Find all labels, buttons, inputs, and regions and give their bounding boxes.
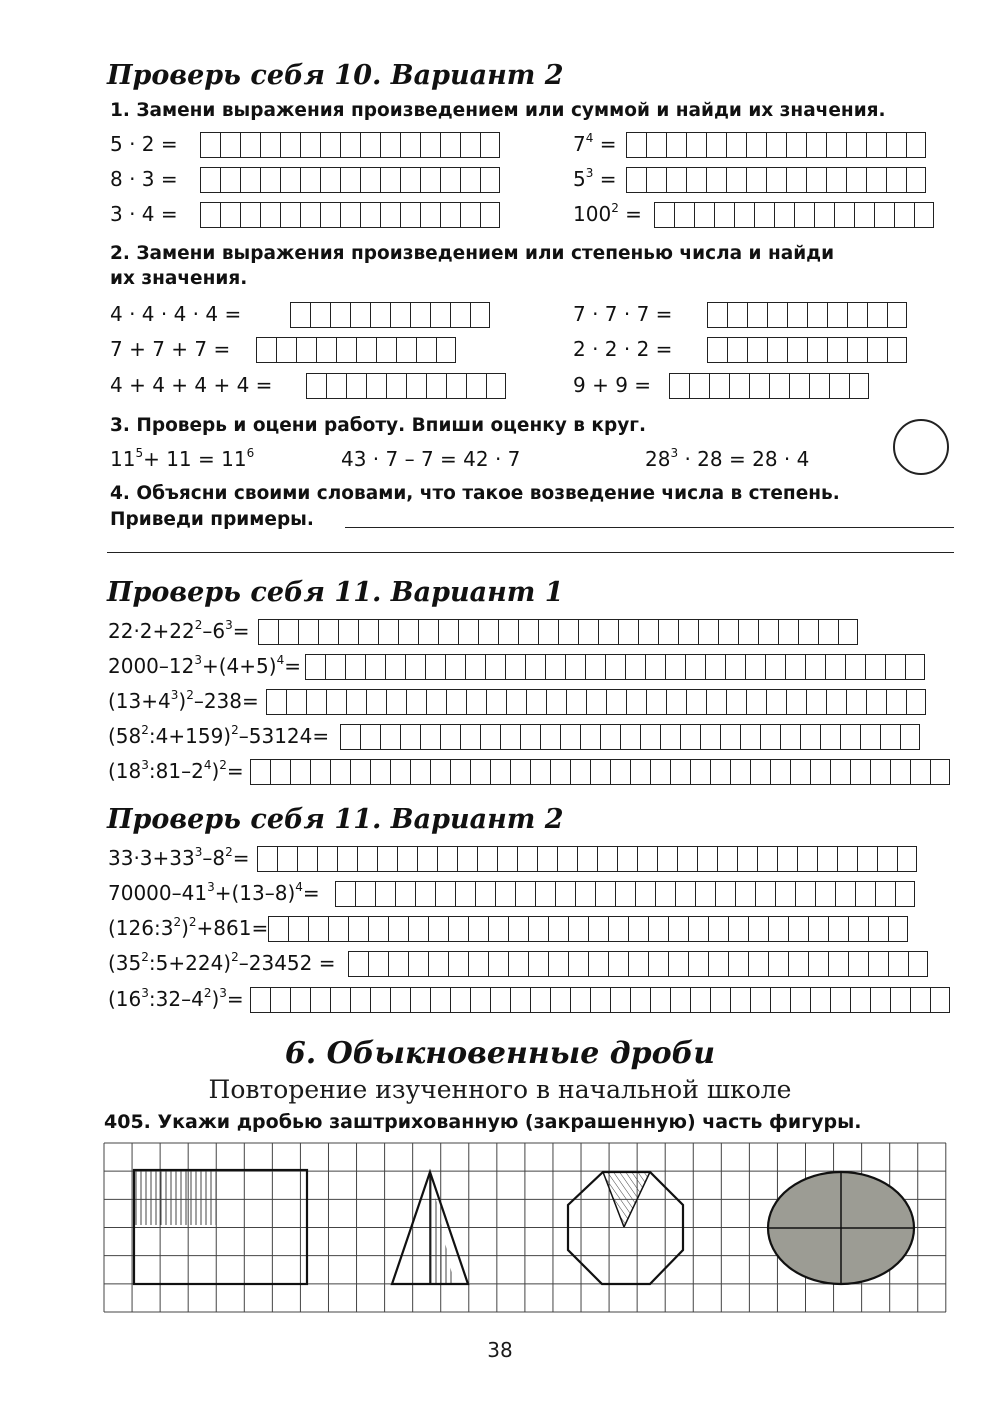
test11v1-expr-3: $(13+4^3)^2-238=$ [108, 688, 259, 713]
task1-expr-3: 3 · 4 = [110, 202, 178, 226]
test11v1-expr-4: $(58^2:4+159)^2-53124=$ [108, 723, 330, 748]
test11v2-expr-3: $(126:3^2)^2+861=$ [108, 915, 269, 940]
test11v1-expr-5: $(18^3:81-2^4)^2=$ [108, 758, 244, 783]
task2-expr-3: 4 + 4 + 4 + 4 = [110, 373, 273, 397]
test11v2-title: Проверь себя 11. Вариант 2 [107, 804, 564, 835]
test11v2-expr-5: $(16^3:32-4^2)^3=$ [108, 986, 244, 1011]
task3-check-2: 43 · 7 – 7 = 42 · 7 [341, 447, 521, 471]
task2-expr-4: 7 · 7 · 7 = [573, 302, 673, 326]
test11v2-expr-4: $(35^2:5+224)^2-23452$ = [108, 950, 336, 975]
task1-expr-2: 8 · 3 = [110, 167, 178, 191]
chapter-subtitle: Повторение изученного в начальной школе [208, 1075, 792, 1104]
task3-check-1: $11^5+ 11 = 11^6$ [110, 446, 255, 471]
task2-expr-2: 7 + 7 + 7 = [110, 337, 231, 361]
task3-text: 3. Проверь и оцени работу. Впиши оценку в круг. [110, 415, 646, 436]
task1-text: 1. Замени выражения произведением или суммой и найди их значения. [110, 100, 886, 121]
task1-expr-1: 5 · 2 = [110, 132, 178, 156]
task1-power-1: $7^4$ = [573, 131, 617, 156]
test11v2-expr-1: $33\cdot 3+33^3-8^2=$ [108, 845, 250, 870]
rectangle-shaded-part [135, 1170, 218, 1225]
task2-expr-5: 2 · 2 · 2 = [573, 337, 673, 361]
ellipse-figure [768, 1172, 914, 1284]
exercise-number: 405. [104, 1111, 151, 1133]
test10-title: Проверь себя 10. Вариант 2 [107, 60, 564, 91]
task2-expr-6: 9 + 9 = [573, 373, 652, 397]
test11v1-expr-2: $2000-12^3+(4+5)^4=$ [108, 653, 301, 678]
task2-text-line2: их значения. [110, 268, 248, 289]
test11v2-expr-2: $70000-41^3+(13-8)^4=$ [108, 880, 320, 905]
chapter-title: 6. Обыкновенные дроби [284, 1036, 716, 1071]
exercise-text: Укажи дробью заштрихованную (закрашенную) часть фигуры. [157, 1111, 862, 1133]
task2-text-line1: 2. Замени выражения произведением или степенью числа и найди [110, 243, 835, 264]
test11v1-title: Проверь себя 11. Вариант 1 [107, 577, 564, 608]
page-number: 38 [487, 1338, 513, 1362]
task4-text-line2: Приведи примеры. [110, 509, 314, 530]
task1-power-3: $100^2$ = [573, 201, 642, 226]
test11v1-expr-1: $22\cdot 2+22^2-6^3=$ [108, 618, 250, 643]
task3-check-3: $28^3 \cdot 28 = 28 \cdot 4$ [645, 446, 810, 471]
task1-power-2: $5^3$ = [573, 166, 617, 191]
task2-expr-1: 4 · 4 · 4 · 4 = [110, 302, 242, 326]
task4-text-line1: 4. Объясни своими словами, что такое возведение числа в степень. [110, 483, 840, 504]
